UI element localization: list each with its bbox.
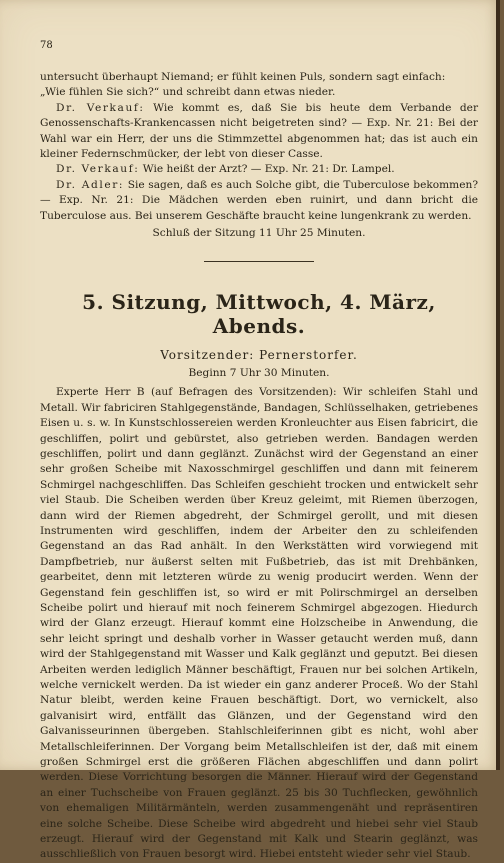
page-number: 78 (40, 40, 53, 51)
section-divider (204, 261, 314, 262)
dialogue-paragraph (40, 162, 478, 177)
section-title: 5. Sitzung, Mittwoch, 4. März, Abends. (82, 290, 436, 339)
text-line: untersucht überhaupt Niemand; er fühlt keinen Puls, sondern sagt einfach: (40, 71, 446, 83)
speaker-name: Dr. Adler: (56, 178, 125, 191)
paragraph-text: Wie heißt der Arzt? — Exp. Nr. 21: Dr. Lampel. (142, 163, 395, 176)
page-content (40, 70, 478, 863)
text-line: „Wie fühlen Sie sich?“ und schreibt dann etwas nieder. (40, 86, 336, 99)
speaker-name: Dr. Verkauf: (56, 163, 140, 176)
start-time: Beginn 7 Uhr 30 Minuten. (188, 366, 330, 379)
paragraph-text: Wie kommt es, daß Sie bis heute dem Verbande der Genossenschafts-Krankencassen nicht beigetreten sind? — Exp. Nr. 21: Bei der Wahl war ein Herr, der uns die Stimmzettel abgenommen hat; das ist auch ein kleiner Federnschmücker, der lebt von dieser Casse. (40, 101, 479, 161)
dialogue-paragraph (40, 101, 478, 163)
speaker-name: Dr. Verkauf: (56, 101, 145, 114)
paragraph-text: Sie sagen, daß es auch Solche gibt, die Tuberculose bekommen? — Exp. Nr. 21: Die Mädchen werden eben ruinirt, und dann bricht die Tuberculose aus. Bei unserem Geschäfte braucht keine lungenkrank zu werden. (40, 178, 478, 222)
page-edge (496, 0, 500, 770)
body-paragraph: Experte Herr B (auf Befragen des Vorsitzenden): Wir schleifen Stahl und Metall. Wir fabriciren Stahlgegenstände, Bandagen, Schlüsselhaken, getriebenes Eisen u. s. w. In Kunstschlossereien werden Kronleuchter aus Eisen fabricirt, die geschliffen, polirt und gebürstet, also getrieben werden. Bandagen werden geschliffen, polirt und dann geglänzt. Zunächst wird der Gegenstand an einer sehr großen Scheibe mit Naxosschmirgel geschliffen und dann mit feinerem Schmirgel nachgeschliffen. Das Schleifen geschieht trocken und entwickelt sehr viel Staub. Die Scheiben werden über Kreuz geleimt, mit Riemen überzogen, dann wird der Riemen abgedreht, der Schmirgel gerollt, und mit diesen Instrumenten wird geschliffen, indem der Arbeiter den zu schleifenden Gegenstand an das Rad anhält. In den Werkstätten wird vorwiegend mit Dampfbetrieb, nur äußerst selten mit Fußbetrieb, das ist mit Drehbänken, gearbeitet, denn mit letzteren würde zu wenig producirt werden. Wenn der Gegenstand fein geschliffen ist, so wird er mit Polirschmirgel an derselben Scheibe polirt und hierauf mit noch feinerem Schmirgel abgezogen. Hiedurch wird der Glanz erzeugt. Hierauf kommt eine Holzscheibe in Anwendung, die sehr leicht springt und deshalb vorher in Wasser getaucht werden muß, dann wird der Stahlgegenstand mit Wasser und Kalk geglänzt und geputzt. Bei diesen Arbeiten werden lediglich Männer beschäftigt, Frauen nur bei solchen Artikeln, welche vernickelt werden. Da ist wieder ein ganz anderer Proceß. Wo der Stahl Natur bleibt, werden keine Frauen beschäftigt. Dort, wo vernickelt, also galvanisirt wird, entfällt das Glänzen, und der Gegenstand wird den Galvanisseurinnen übergeben. Stahlschleiferinnen gibt es nicht, wohl aber Metallschleiferinnen. Der Vorgang beim Metallschleifen ist der, daß mit einem großen Schmirgel erst die größeren Flächen abgeschliffen und dann polirt werden. Diese Vorrichtung besorgen die Männer. Hierauf wird der Gegenstand an einer Tuchscheibe von Frauen geglänzt. 25 bis 30 Tuchflecken, gewöhnlich von ehemaligen Militärmänteln, werden zusammengenäht und repräsentiren eine solche Scheibe. Diese Scheibe wird abgedreht und hiebei sehr viel Staub erzeugt. Hierauf wird der Gegenstand mit Kalk und Stearin geglänzt, was ausschließlich von Frauen besorgt wird. Hiebei entsteht wieder sehr viel Staub. (40, 386, 479, 861)
session-closing: Schluß der Sitzung 11 Uhr 25 Minuten. (152, 227, 366, 240)
dialogue-paragraph (40, 178, 478, 224)
chair-line: Vorsitzender: Pernerstorfer. (160, 348, 358, 363)
